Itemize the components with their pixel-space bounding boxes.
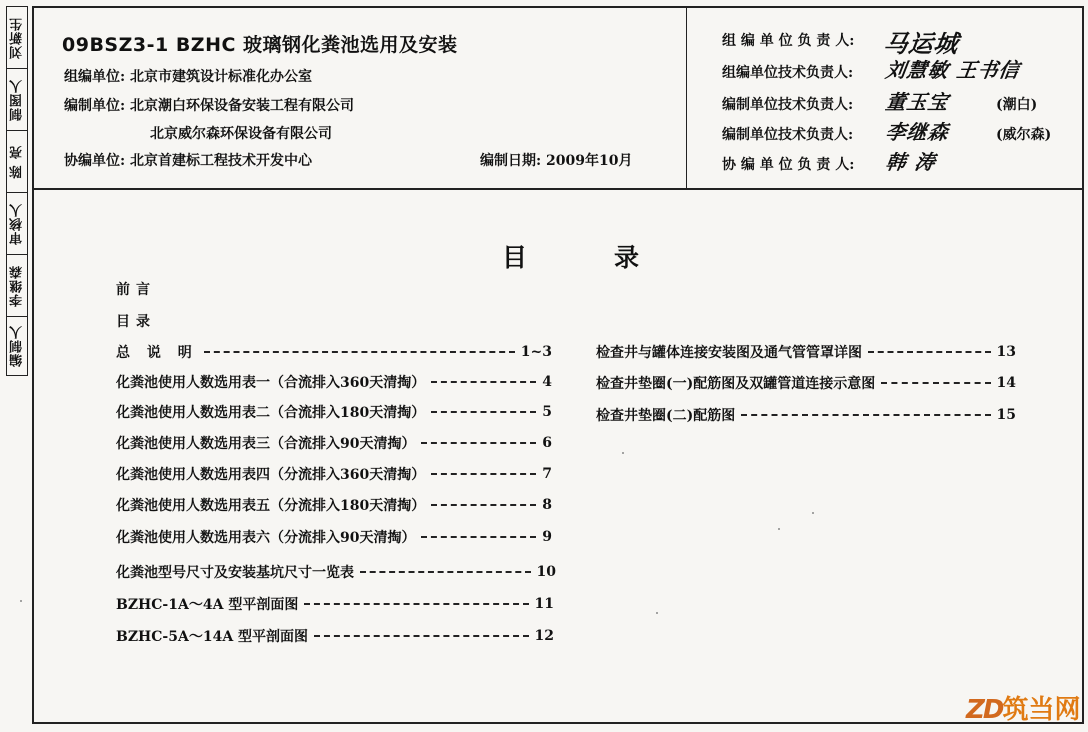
toc-entry[interactable] [116, 593, 554, 615]
toc-entry-title: 总 说 明 [116, 345, 198, 361]
date-row [480, 150, 633, 170]
toc-entry-page: 12 [534, 628, 554, 644]
signoff-column [6, 6, 28, 376]
responsible-label: 协 编 单 位 负 责 人: [722, 157, 855, 173]
toc-entry[interactable] [116, 371, 552, 393]
toc-entry[interactable] [116, 526, 552, 548]
co-label: 协编单位: [64, 153, 126, 169]
dash-leader [204, 351, 515, 353]
watermark-logo [966, 689, 1080, 726]
dash-leader [431, 473, 536, 475]
toc-entry-page: 7 [542, 466, 552, 482]
toc-entry-page: 1~3 [520, 344, 552, 360]
co-value: 北京首建标工程技术开发中心 [130, 153, 313, 169]
dash-leader [314, 635, 528, 637]
toc-entry-page: 5 [542, 404, 552, 420]
signoff-text: 陈 亮 [9, 144, 25, 179]
toc-entry-title: 检查井与罐体连接安装图及通气管管罩详图 [596, 345, 862, 361]
header-column-divider [686, 6, 687, 188]
toc-entry-title: 检查井垫圈(一)配筋图及双罐管道连接示意图 [596, 376, 876, 392]
scan-speck [20, 600, 22, 602]
toc-heading-right: 录 [614, 243, 640, 272]
toc-entry[interactable] [596, 404, 1016, 426]
editor-row [64, 95, 354, 115]
toc-entry-title: BZHC-1A～4A 型平剖面图 [116, 597, 299, 613]
toc-entry-title: 化粪池使用人数选用表四（分流排入360天清掏） [116, 467, 426, 483]
co-row [64, 150, 312, 170]
front-matter-item: 前言 [116, 282, 156, 298]
date-label: 编制日期: [480, 153, 542, 169]
toc-entry-title: 化粪池使用人数选用表一（合流排入360天清掏） [116, 375, 426, 391]
dash-leader [431, 381, 536, 383]
signoff-cell [7, 7, 27, 69]
toc-entry[interactable] [596, 341, 1016, 363]
responsible-label: 编制单位技术负责人: [722, 97, 854, 113]
signoff-cell [7, 131, 27, 193]
editor-label: 编制单位: [64, 98, 126, 114]
responsible-label: 编制单位技术负责人: [722, 127, 854, 143]
responsible-label: 组 编 单 位 负 责 人: [722, 33, 855, 49]
editor-value: 北京潮白环保设备安装工程有限公司 [130, 98, 355, 114]
dash-leader [360, 571, 531, 573]
signoff-text: 李继森 [9, 264, 25, 307]
toc-entry-title: 化粪池使用人数选用表五（分流排入180天清掏） [116, 498, 426, 514]
toc-entry-title: 化粪池使用人数选用表三（合流排入90天清掏） [116, 436, 416, 452]
signature: 马运城 [881, 29, 961, 58]
toc-entry-title: 化粪池使用人数选用表六（分流排入90天清掏） [116, 530, 416, 546]
signature: 刘慧敏 王书信 [884, 58, 1022, 82]
toc-entry-title: 化粪池型号尺寸及安装基坑尺寸一览表 [116, 565, 354, 581]
toc-entry[interactable] [116, 341, 552, 363]
signature: 韩 涛 [884, 150, 938, 174]
watermark-text: 筑当网 [1002, 695, 1081, 725]
org-row [64, 66, 312, 86]
dash-leader [741, 414, 990, 416]
toc-entry[interactable] [116, 401, 552, 423]
dash-leader [304, 603, 528, 605]
header-divider [32, 188, 1084, 190]
dash-leader [421, 536, 536, 538]
toc-entry-title: BZHC-5A～14A 型平剖面图 [116, 629, 309, 645]
toc-entry-page: 9 [542, 529, 552, 545]
front-matter-item: 目录 [116, 314, 156, 330]
signoff-text: 制图人 [9, 78, 25, 121]
dash-leader [431, 504, 536, 506]
company-note: (潮白) [996, 97, 1038, 113]
toc-entry[interactable] [116, 494, 552, 516]
toc-entry-page: 14 [996, 375, 1016, 391]
dash-leader [421, 442, 536, 444]
toc-heading-left: 目 [502, 243, 528, 272]
responsible-label: 组编单位技术负责人: [722, 65, 854, 81]
signoff-cell [7, 255, 27, 317]
toc-entry-title: 化粪池使用人数选用表二（合流排入180天清掏） [116, 405, 426, 421]
scan-speck [622, 452, 624, 454]
toc-entry-page: 8 [542, 497, 552, 513]
scan-speck [812, 512, 814, 514]
toc-entry-page: 13 [996, 344, 1016, 360]
company-note: (威尔森) [996, 127, 1052, 143]
signoff-text: 编制人 [9, 324, 25, 367]
signoff-cell [7, 193, 27, 255]
org-value: 北京市建筑设计标准化办公室 [130, 69, 313, 85]
toc-entry[interactable] [116, 463, 552, 485]
dash-leader [881, 382, 990, 384]
signoff-cell [7, 317, 27, 374]
scan-speck [656, 612, 658, 614]
watermark-mark: ZD [966, 695, 1003, 725]
toc-entry-page: 4 [542, 374, 552, 390]
signoff-cell [7, 69, 27, 131]
signature: 李继森 [884, 120, 951, 144]
signature: 董玉宝 [884, 90, 951, 114]
toc-entry-page: 15 [996, 407, 1016, 423]
toc-entry-page: 11 [534, 596, 554, 612]
toc-entry-page: 6 [542, 435, 552, 451]
document-title: 09BSZ3-1 BZHC 玻璃钢化粪池选用及安装 [62, 34, 458, 56]
scan-speck [778, 528, 780, 530]
dash-leader [431, 411, 536, 413]
toc-entry-page: 10 [536, 564, 556, 580]
toc-entry[interactable] [116, 625, 554, 647]
org-label: 组编单位: [64, 69, 126, 85]
editor-value-2: 北京威尔森环保设备有限公司 [150, 126, 332, 142]
signoff-text: 审核人 [9, 202, 25, 245]
date-value: 2009年10月 [546, 153, 633, 169]
dash-leader [868, 351, 991, 353]
signoff-text: 刘新生 [9, 16, 25, 59]
toc-entry[interactable] [116, 561, 556, 583]
toc-entry-title: 检查井垫圈(二)配筋图 [596, 408, 736, 424]
toc-entry[interactable] [116, 432, 552, 454]
toc-entry[interactable] [596, 372, 1016, 394]
